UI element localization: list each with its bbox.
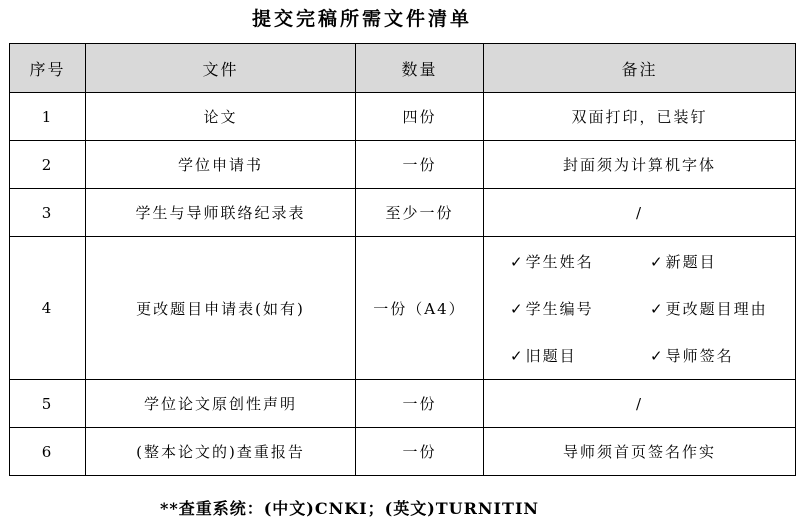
header-quantity: 数量 — [356, 44, 484, 93]
header-no: 序号 — [10, 44, 86, 93]
checkmark-icon: ✓ — [510, 346, 525, 365]
row-document: 学生与导师联络纪录表 — [86, 189, 356, 237]
checkmark-icon: ✓ — [510, 299, 525, 318]
row-quantity: 一份 — [356, 141, 484, 189]
checklist-item-label: 新题目 — [665, 252, 717, 271]
row-quantity: 一份（A4） — [356, 237, 484, 380]
plagiarism-check-note: **查重系统：(中文)CNKI；(英文)TURNITIN — [160, 499, 540, 518]
checklist-table — [9, 43, 796, 476]
checklist-item — [650, 345, 795, 366]
required-fields-checklist — [484, 251, 795, 366]
table-row — [10, 380, 796, 428]
checkmark-icon: ✓ — [650, 299, 665, 318]
row-remarks — [484, 237, 796, 380]
checklist-item-label: 学生编号 — [525, 299, 594, 318]
table-row — [10, 189, 796, 237]
row-document: 论文 — [86, 93, 356, 141]
row-no: 5 — [10, 380, 86, 428]
row-no: 3 — [10, 189, 86, 237]
table-row — [10, 237, 796, 380]
row-remarks: / — [484, 189, 796, 237]
checklist-item — [510, 345, 650, 366]
row-no: 4 — [10, 237, 86, 380]
row-no: 6 — [10, 428, 86, 476]
checkmark-icon: ✓ — [650, 346, 665, 365]
row-document: 更改题目申请表(如有) — [86, 237, 356, 380]
row-document: 学位申请书 — [86, 141, 356, 189]
row-document: (整本论文的)查重报告 — [86, 428, 356, 476]
checklist-item-label: 导师签名 — [665, 346, 734, 365]
row-quantity: 一份 — [356, 428, 484, 476]
row-remarks: 封面须为计算机字体 — [484, 141, 796, 189]
checklist-item — [510, 251, 650, 272]
table-row — [10, 93, 796, 141]
row-document: 学位论文原创性声明 — [86, 380, 356, 428]
row-remarks: 双面打印，已装钉 — [484, 93, 796, 141]
header-document: 文件 — [86, 44, 356, 93]
checklist-item-label: 旧题目 — [525, 346, 577, 365]
row-quantity: 一份 — [356, 380, 484, 428]
table-row — [10, 428, 796, 476]
checklist-item — [510, 298, 650, 319]
row-no: 2 — [10, 141, 86, 189]
checklist-item-label: 更改题目理由 — [665, 299, 768, 318]
table-row — [10, 141, 796, 189]
checklist-item — [650, 251, 795, 272]
row-remarks: / — [484, 380, 796, 428]
header-remarks: 备注 — [484, 44, 796, 93]
checkmark-icon: ✓ — [650, 252, 665, 271]
table-header-row — [10, 44, 796, 93]
row-quantity: 四份 — [356, 93, 484, 141]
document-title: 提交完稿所需文件清单 — [251, 8, 472, 30]
checklist-item-label: 学生姓名 — [525, 252, 594, 271]
row-remarks: 导师须首页签名作实 — [484, 428, 796, 476]
checklist-item — [650, 298, 795, 319]
row-quantity: 至少一份 — [356, 189, 484, 237]
row-no: 1 — [10, 93, 86, 141]
checkmark-icon: ✓ — [510, 252, 525, 271]
